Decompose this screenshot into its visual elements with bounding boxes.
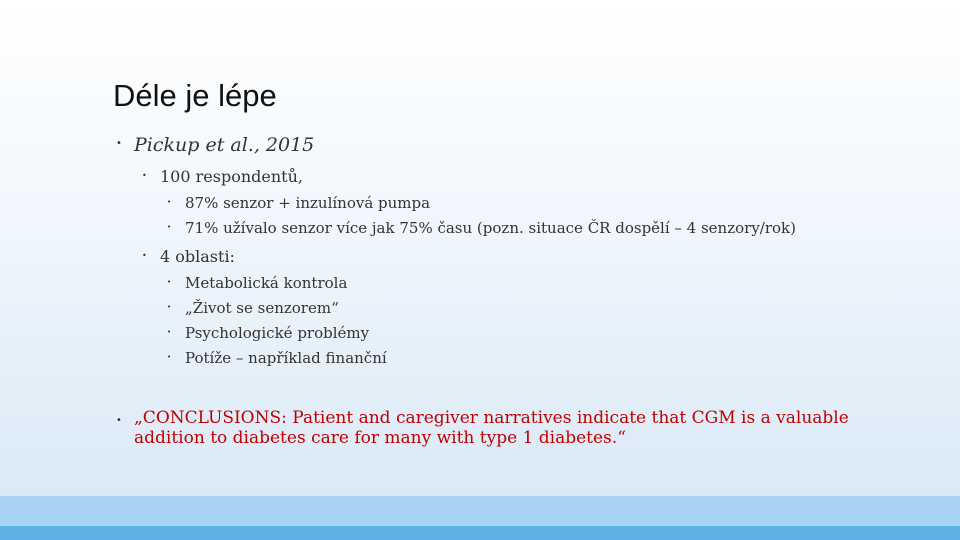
area-item: Psychologické problémy <box>185 324 370 342</box>
bullet-marker: • <box>167 278 172 286</box>
bullet-usage: 71% užívalo senzor více jak 75% času (pozn. situace ČR dospělí – 4 senzory/rok) <box>185 219 796 237</box>
bullet-sensor-pump: 87% senzor + inzulínová pumpa <box>185 194 431 212</box>
bullet-marker: • <box>142 251 147 260</box>
footer-band-dark <box>0 526 960 540</box>
area-item: Metabolická kontrola <box>185 274 348 292</box>
bullet-areas: 4 oblasti: <box>160 247 235 266</box>
slide-title: Déle je lépe <box>113 78 277 113</box>
bullet-marker: • <box>167 328 172 336</box>
bullet-marker: • <box>167 303 172 311</box>
bullet-marker: • <box>116 415 122 426</box>
bullet-marker: • <box>167 353 172 361</box>
footer-band-light <box>0 496 960 526</box>
area-item: „Život se senzorem“ <box>185 299 339 317</box>
bullet-marker: • <box>142 171 147 180</box>
area-item: Potíže – například finanční <box>185 349 387 367</box>
bullet-marker: • <box>116 138 122 149</box>
bullet-source: Pickup et al., 2015 <box>134 134 315 156</box>
bullet-marker: • <box>167 223 172 231</box>
bullet-respondents: 100 respondentů, <box>160 167 303 186</box>
conclusion-quote: „CONCLUSIONS: Patient and caregiver narratives indicate that CGM is a valuable addition to diabetes care for many with type 1 diabetes.“ <box>134 408 849 448</box>
bullet-marker: • <box>167 198 172 206</box>
